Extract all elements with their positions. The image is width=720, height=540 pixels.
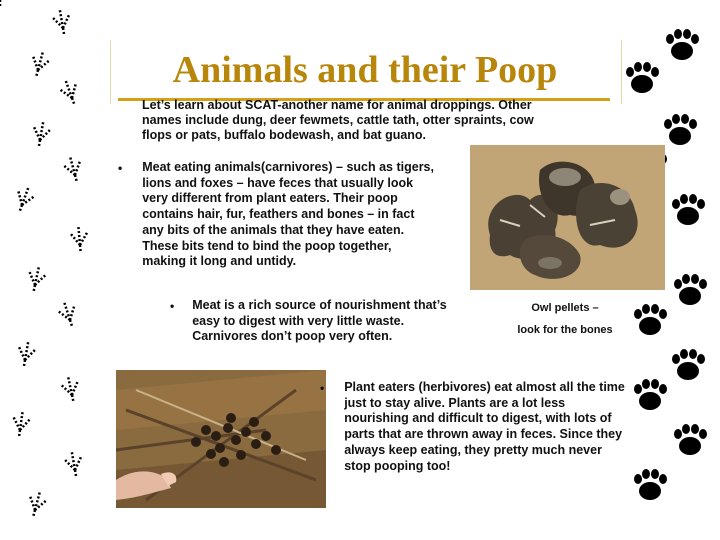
bird-track-icon <box>56 300 81 329</box>
paw-print-icon <box>626 62 659 93</box>
bird-track-icon <box>11 185 36 215</box>
bird-track-icon <box>57 78 82 108</box>
bird-track-icon <box>24 490 48 519</box>
scat-photo <box>116 370 326 508</box>
bird-track-icon <box>51 9 73 37</box>
bullet-text: Meat eating animals(carnivores) – such as tigers, lions and foxes – have feces that usually look very different from plant eaters. Their poop contains hair, fur, feathers and bones – in fact any bits of the animals that they have eaten. These bits tend to bind the poop together, making it long and untidy. <box>142 160 434 269</box>
photo-caption-line2: look for the bones <box>517 324 613 336</box>
owl-pellets-photo <box>470 145 665 290</box>
paw-print-icon <box>664 114 697 145</box>
paw-print-icon <box>672 349 705 380</box>
bird-track-icon <box>63 451 85 479</box>
paw-print-icon <box>674 424 707 455</box>
bullet-text: Plant eaters (herbivores) eat almost all the time just to stay alive. Plants are a lot less nourishing and difficult to digest, with lots of parts that are thrown away in feces. Since they always keep eating, they pretty much never stop pooping too! <box>344 380 625 473</box>
paw-print-icon <box>634 304 667 335</box>
paw-print-icon <box>666 29 699 60</box>
bullet-marker: • <box>320 381 325 395</box>
bird-track-icon <box>62 155 86 184</box>
bird-track-icon <box>25 266 48 294</box>
bullet-marker: • <box>118 161 123 175</box>
bird-track-icon <box>30 121 52 149</box>
bullet-marker: • <box>170 299 175 313</box>
paw-print-icon <box>634 469 667 500</box>
bird-track-icon <box>59 376 82 404</box>
paw-print-icon <box>672 194 705 225</box>
intro-paragraph: Let’s learn about SCAT-another name for animal droppings. Other names include dung, deer fewmets, cattle tath, otter spraints, cow flops or pats, buffalo bodewash, and bat guano. <box>142 98 534 142</box>
bird-track-icon <box>69 226 89 252</box>
paw-print-icon <box>674 274 707 305</box>
bird-track-icon <box>10 411 31 438</box>
page-title: Animals and their Poop <box>172 49 558 91</box>
bird-track-icon <box>0 0 9 7</box>
bullet-text: Meat is a rich source of nourishment that’s easy to digest with very little waste. Carnivores don’t poop very often. <box>192 298 447 344</box>
bullet-herbivores <box>320 380 630 474</box>
bullet-carnivores <box>118 160 438 270</box>
bird-track-icon <box>15 341 37 369</box>
bird-track-icon <box>27 50 51 79</box>
bird-tracks-border <box>0 0 110 540</box>
photo-caption-line1: Owl pellets – <box>531 302 599 314</box>
bullet-meat-nourishment <box>170 298 450 345</box>
paw-print-icon <box>634 379 667 410</box>
